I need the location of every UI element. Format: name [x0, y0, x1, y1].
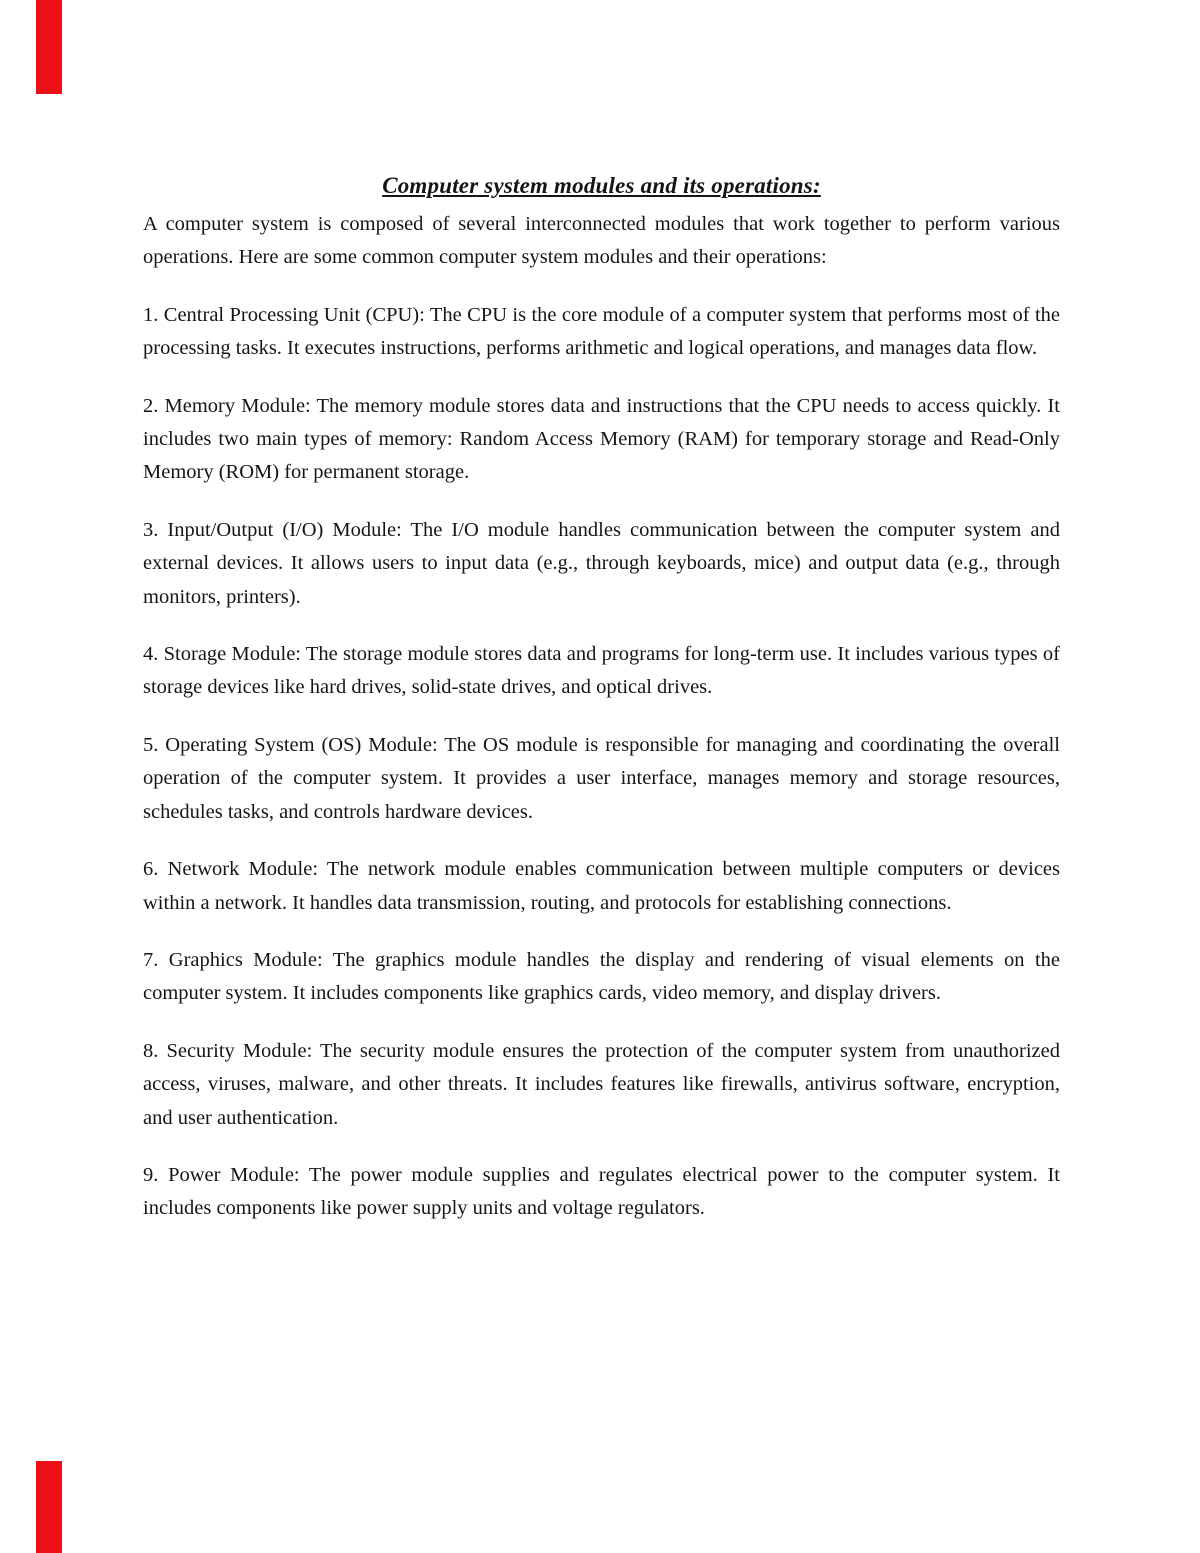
module-paragraph-power: 9. Power Module: The power module supplies and regulates electrical power to the computer system. It includes components like power supply units and voltage regulators.: [143, 1163, 1060, 1220]
module-paragraph-io: 3. Input/Output (I/O) Module: The I/O module handles communication between the computer system and external devices. It allows users to input data (e.g., through keyboards, mice) and output data (e.g., through monitors, printers).: [143, 518, 1060, 608]
module-paragraph-graphics: 7. Graphics Module: The graphics module handles the display and rendering of visual elements on the computer system. It includes components like graphics cards, video memory, and display drivers.: [143, 948, 1060, 1005]
module-paragraph-memory: 2. Memory Module: The memory module stores data and instructions that the CPU needs to access quickly. It includes two main types of memory: Random Access Memory (RAM) for temporary storage and Read-Only Memory (ROM) for permanent storage.: [143, 394, 1060, 484]
red-crop-mark-top-left: [36, 0, 62, 94]
module-paragraph-network: 6. Network Module: The network module enables communication between multiple computers or devices within a network. It handles data transmission, routing, and protocols for establishing connections.: [143, 858, 1060, 914]
document-body: [143, 169, 1060, 1226]
module-paragraph-storage: 4. Storage Module: The storage module stores data and programs for long-term use. It includes various types of storage devices like hard drives, solid-state drives, and optical drives.: [143, 643, 1060, 699]
module-paragraph-security: 8. Security Module: The security module ensures the protection of the computer system from unauthorized access, viruses, malware, and other threats. It includes features like firewalls, antivirus software, encryption, and user authentication.: [143, 1039, 1060, 1129]
module-paragraph-os: 5. Operating System (OS) Module: The OS module is responsible for managing and coordinating the overall operation of the computer system. It provides a user interface, manages memory and storage resources, schedules tasks, and controls hardware devices.: [143, 733, 1060, 823]
intro-paragraph: A computer system is composed of several interconnected modules that work together to perform various operations. Here are some common computer system modules and their operations:: [143, 213, 1060, 269]
module-paragraph-cpu: 1. Central Processing Unit (CPU): The CPU is the core module of a computer system that performs most of the processing tasks. It executes instructions, performs arithmetic and logical operations, and manages data flow.: [143, 303, 1060, 360]
red-crop-mark-bottom-left: [36, 1461, 62, 1553]
document-title: Computer system modules and its operations:: [382, 173, 821, 198]
